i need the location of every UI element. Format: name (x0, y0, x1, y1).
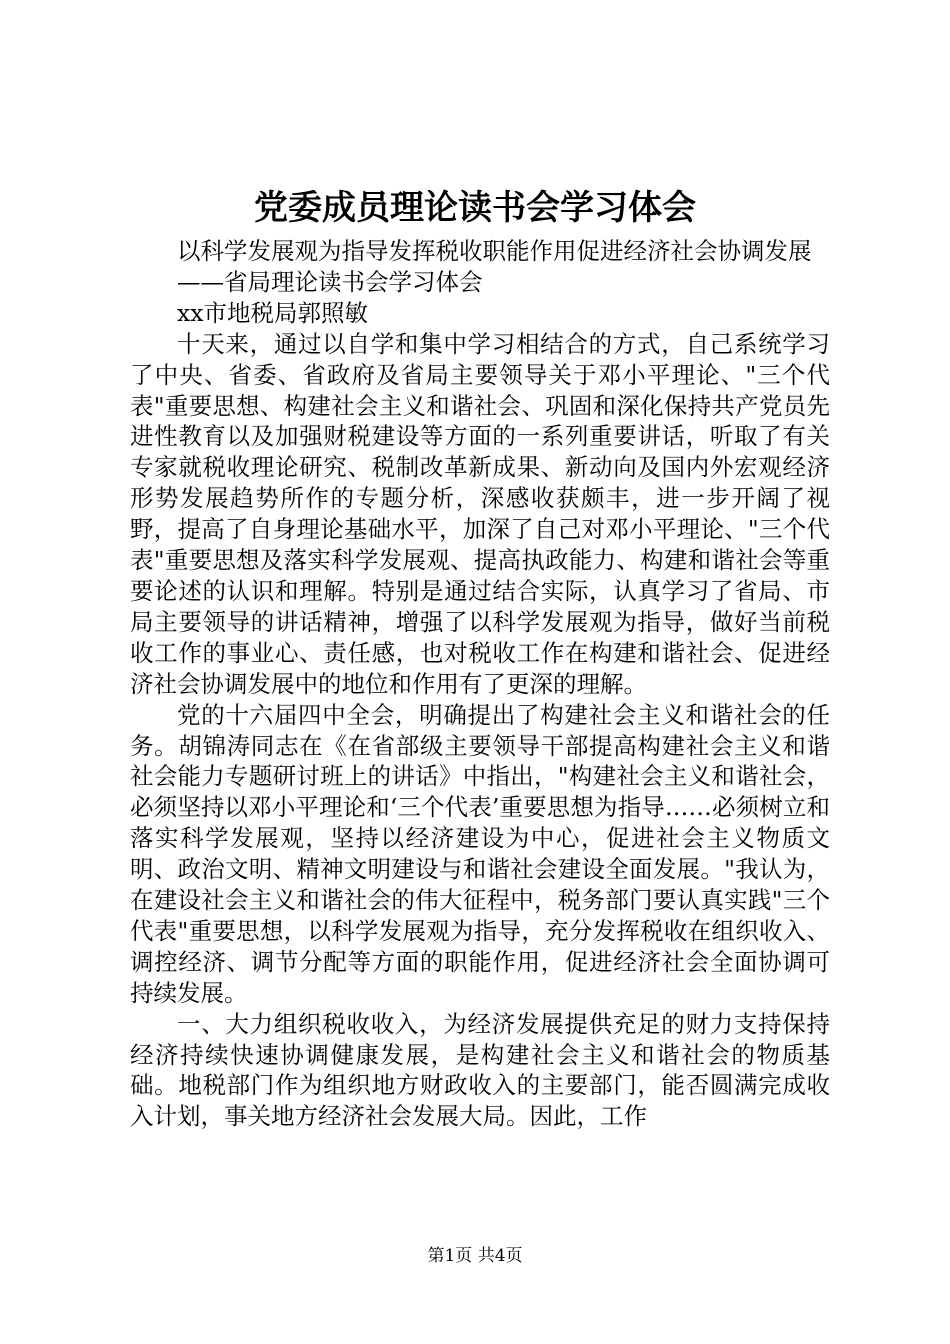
page-total: 共4页 (477, 1246, 523, 1266)
body-paragraph: 一、大力组织税收收入，为经济发展提供充足的财力支持保持经济持续快速协调健康发展，是构建社会主义和谐社会的物质基础。地税部门作为组织地方财政收入的主要部门，能否圆满完成收入计划，事关地方经济社会发展大局。因此，工作 (130, 1009, 830, 1131)
page-number: 第1页 (427, 1246, 473, 1266)
body-paragraph: 党的十六届四中全会，明确提出了构建社会主义和谐社会的任务。胡锦涛同志在《在省部级主要领导干部提高构建社会主义和谐社会能力专题研讨班上的讲话》中指出，"构建社会主义和谐社会，必须坚持以邓小平理论和‘三个代表’重要思想为指导……必须树立和落实科学发展观，坚持以经济建设为中心，促进社会主义物质文明、政治文明、精神文明建设与和谐社会建设全面发展。"我认为，在建设社会主义和谐社会的伟大征程中，税务部门要认真实践"三个代表"重要思想，以科学发展观为指导，充分发挥税收在组织收入、调控经济、调节分配等方面的职能作用，促进经济社会全面协调可持续发展。 (130, 700, 830, 1007)
page-footer (0, 1245, 950, 1267)
body-paragraph: 十天来，通过以自学和集中学习相结合的方式，自己系统学习了中央、省委、省政府及省局主要领导关于邓小平理论、"三个代表"重要思想、构建社会主义和谐社会、巩固和深化保持共产党员先进性教育以及加强财税建设等方面的一系列重要讲话，听取了有关专家就税收理论研究、税制改革新成果、新动向及国内外宏观经济形势发展趋势所作的专题分析，深感收获颇丰，进一步开阔了视野，提高了自身理论基础水平，加深了自己对邓小平理论、"三个代表"重要思想及落实科学发展观、提高执政能力、构建和谐社会等重要论述的认识和理解。特别是通过结合实际，认真学习了省局、市局主要领导的讲话精神，增强了以科学发展观为指导，做好当前税收工作的事业心、责任感，也对税收工作在构建和谐社会、促进经济社会协调发展中的地位和作用有了更深的理解。 (130, 329, 830, 698)
document-title: 党委成员理论读书会学习体会 (254, 188, 696, 228)
author-line: xx市地税局郭照敏 (177, 298, 369, 327)
subheading-paragraph: ——省局理论读书会学习体会 (177, 267, 483, 296)
subtitle-paragraph: 以科学发展观为指导发挥税收职能作用促进经济社会协调发展 (177, 237, 812, 265)
document-body (130, 236, 830, 1132)
